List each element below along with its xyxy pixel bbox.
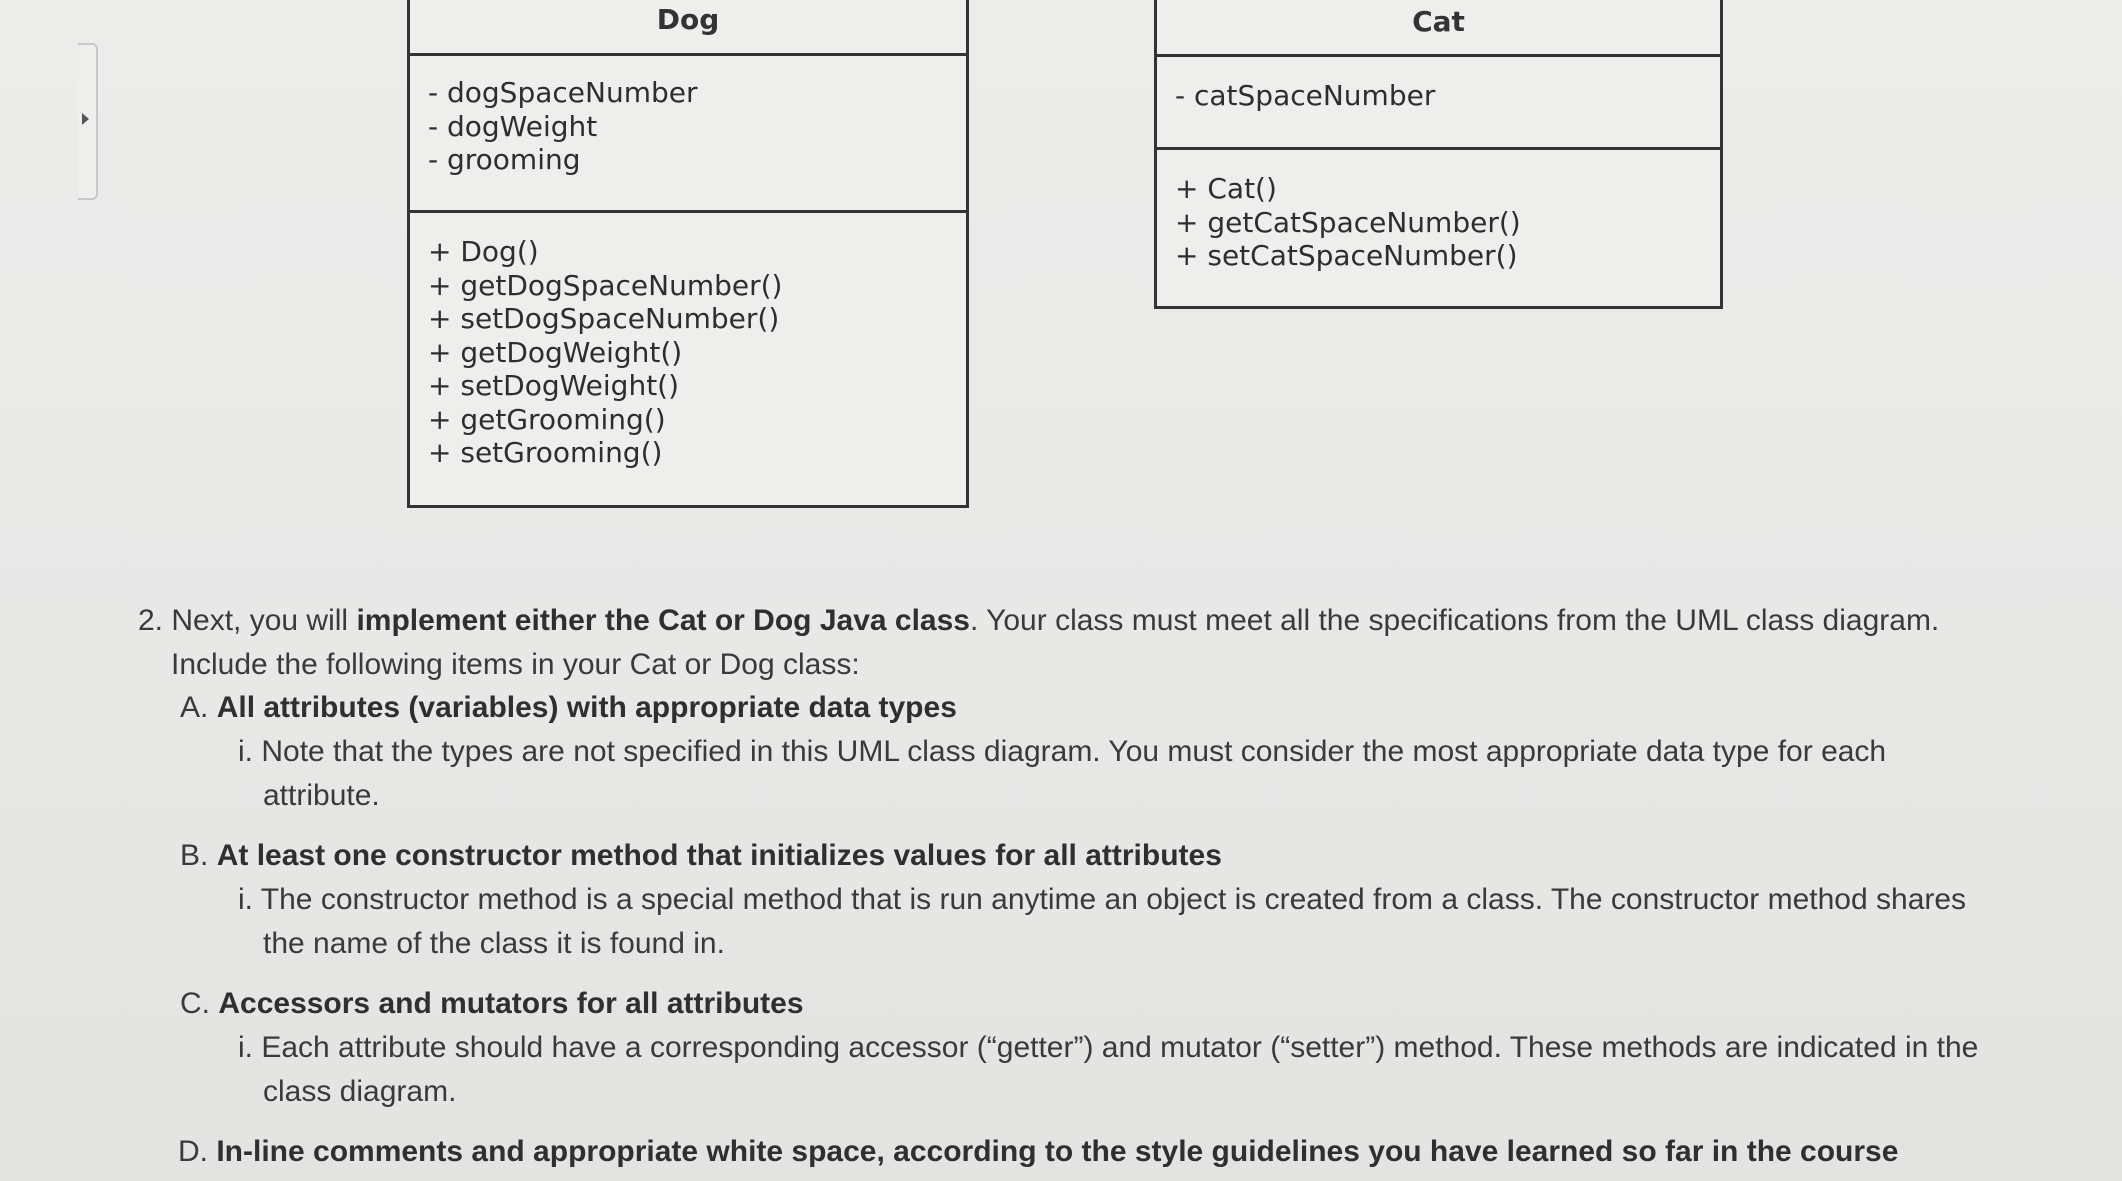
item-d-title: In-line comments and appropriate white space, according to the style guidelines you have learned so far in the course bbox=[216, 1135, 1899, 1168]
item-2-line-1 bbox=[138, 600, 1939, 641]
item-label: B. bbox=[180, 839, 209, 872]
item-number: 2. bbox=[138, 604, 164, 637]
item-a-title: All attributes (variables) with appropriate data types bbox=[216, 691, 957, 724]
dog-method: + setGrooming() bbox=[428, 436, 663, 469]
item-a bbox=[180, 687, 957, 728]
dog-method: + setDogSpaceNumber() bbox=[428, 302, 780, 335]
item-a-i-line-2: attribute. bbox=[263, 779, 380, 812]
dog-method: + getDogWeight() bbox=[428, 335, 683, 369]
cat-uml-class bbox=[1154, 0, 1723, 309]
item-b-title: At least one constructor method that initializes values for all attributes bbox=[216, 839, 1222, 872]
item-b-i-line-1 bbox=[238, 879, 1966, 920]
item-text: Note that the types are not specified in this UML class diagram. You must consider the most appropriate data type for each bbox=[261, 735, 1887, 768]
cat-method: + Cat() bbox=[1175, 172, 1277, 205]
item-text: . Your class must meet all the specifications from the UML class diagram. bbox=[969, 604, 1940, 637]
item-label: C. bbox=[180, 987, 210, 1020]
dog-method: + Dog() bbox=[428, 235, 539, 268]
dog-method: + getDogSpaceNumber() bbox=[428, 268, 783, 302]
cat-class-name: Cat bbox=[1157, 0, 1720, 57]
cat-method: + getCatSpaceNumber() bbox=[1175, 205, 1521, 239]
cat-method: + setCatSpaceNumber() bbox=[1175, 239, 1518, 272]
dog-attribute: - dogWeight bbox=[428, 109, 598, 143]
item-a-i-line-1 bbox=[238, 731, 1886, 772]
item-label: D. bbox=[178, 1135, 208, 1168]
cat-attributes bbox=[1157, 57, 1720, 150]
cat-attribute: - catSpaceNumber bbox=[1175, 79, 1436, 112]
item-text: Each attribute should have a corresponding accessor (“getter”) and mutator (“setter”) method. These methods are indicated in the bbox=[261, 1031, 1979, 1064]
item-label: i. bbox=[238, 1031, 253, 1064]
item-bold-text: implement either the Cat or Dog Java class bbox=[356, 604, 970, 637]
dog-uml-class bbox=[407, 0, 969, 508]
item-label: A. bbox=[180, 691, 209, 724]
item-c-i-line-1 bbox=[238, 1027, 1978, 1068]
item-text: The constructor method is a special method that is run anytime an object is created from a class. The constructor method shares bbox=[260, 883, 1967, 916]
dog-method: + setDogWeight() bbox=[428, 369, 680, 402]
item-label: i. bbox=[238, 735, 253, 768]
side-panel-tab[interactable] bbox=[78, 43, 98, 200]
item-label: i. bbox=[238, 883, 253, 916]
item-text: Next, you will bbox=[171, 604, 357, 637]
dog-attributes bbox=[410, 56, 966, 213]
item-c-title: Accessors and mutators for all attributes bbox=[218, 987, 804, 1020]
item-b bbox=[180, 835, 1222, 876]
dog-method: + getGrooming() bbox=[428, 402, 666, 436]
item-d bbox=[178, 1131, 1898, 1172]
item-2-line-2: Include the following items in your Cat or Dog class: bbox=[171, 648, 860, 681]
item-c bbox=[180, 983, 804, 1024]
dog-class-name: Dog bbox=[410, 0, 966, 56]
dog-attribute: - grooming bbox=[428, 143, 581, 176]
expand-arrow-icon bbox=[82, 113, 89, 125]
item-b-i-line-2: the name of the class it is found in. bbox=[263, 927, 725, 960]
item-c-i-line-2: class diagram. bbox=[263, 1075, 457, 1108]
cat-methods bbox=[1157, 150, 1720, 273]
dog-attribute: - dogSpaceNumber bbox=[428, 76, 698, 109]
dog-methods bbox=[410, 213, 966, 470]
